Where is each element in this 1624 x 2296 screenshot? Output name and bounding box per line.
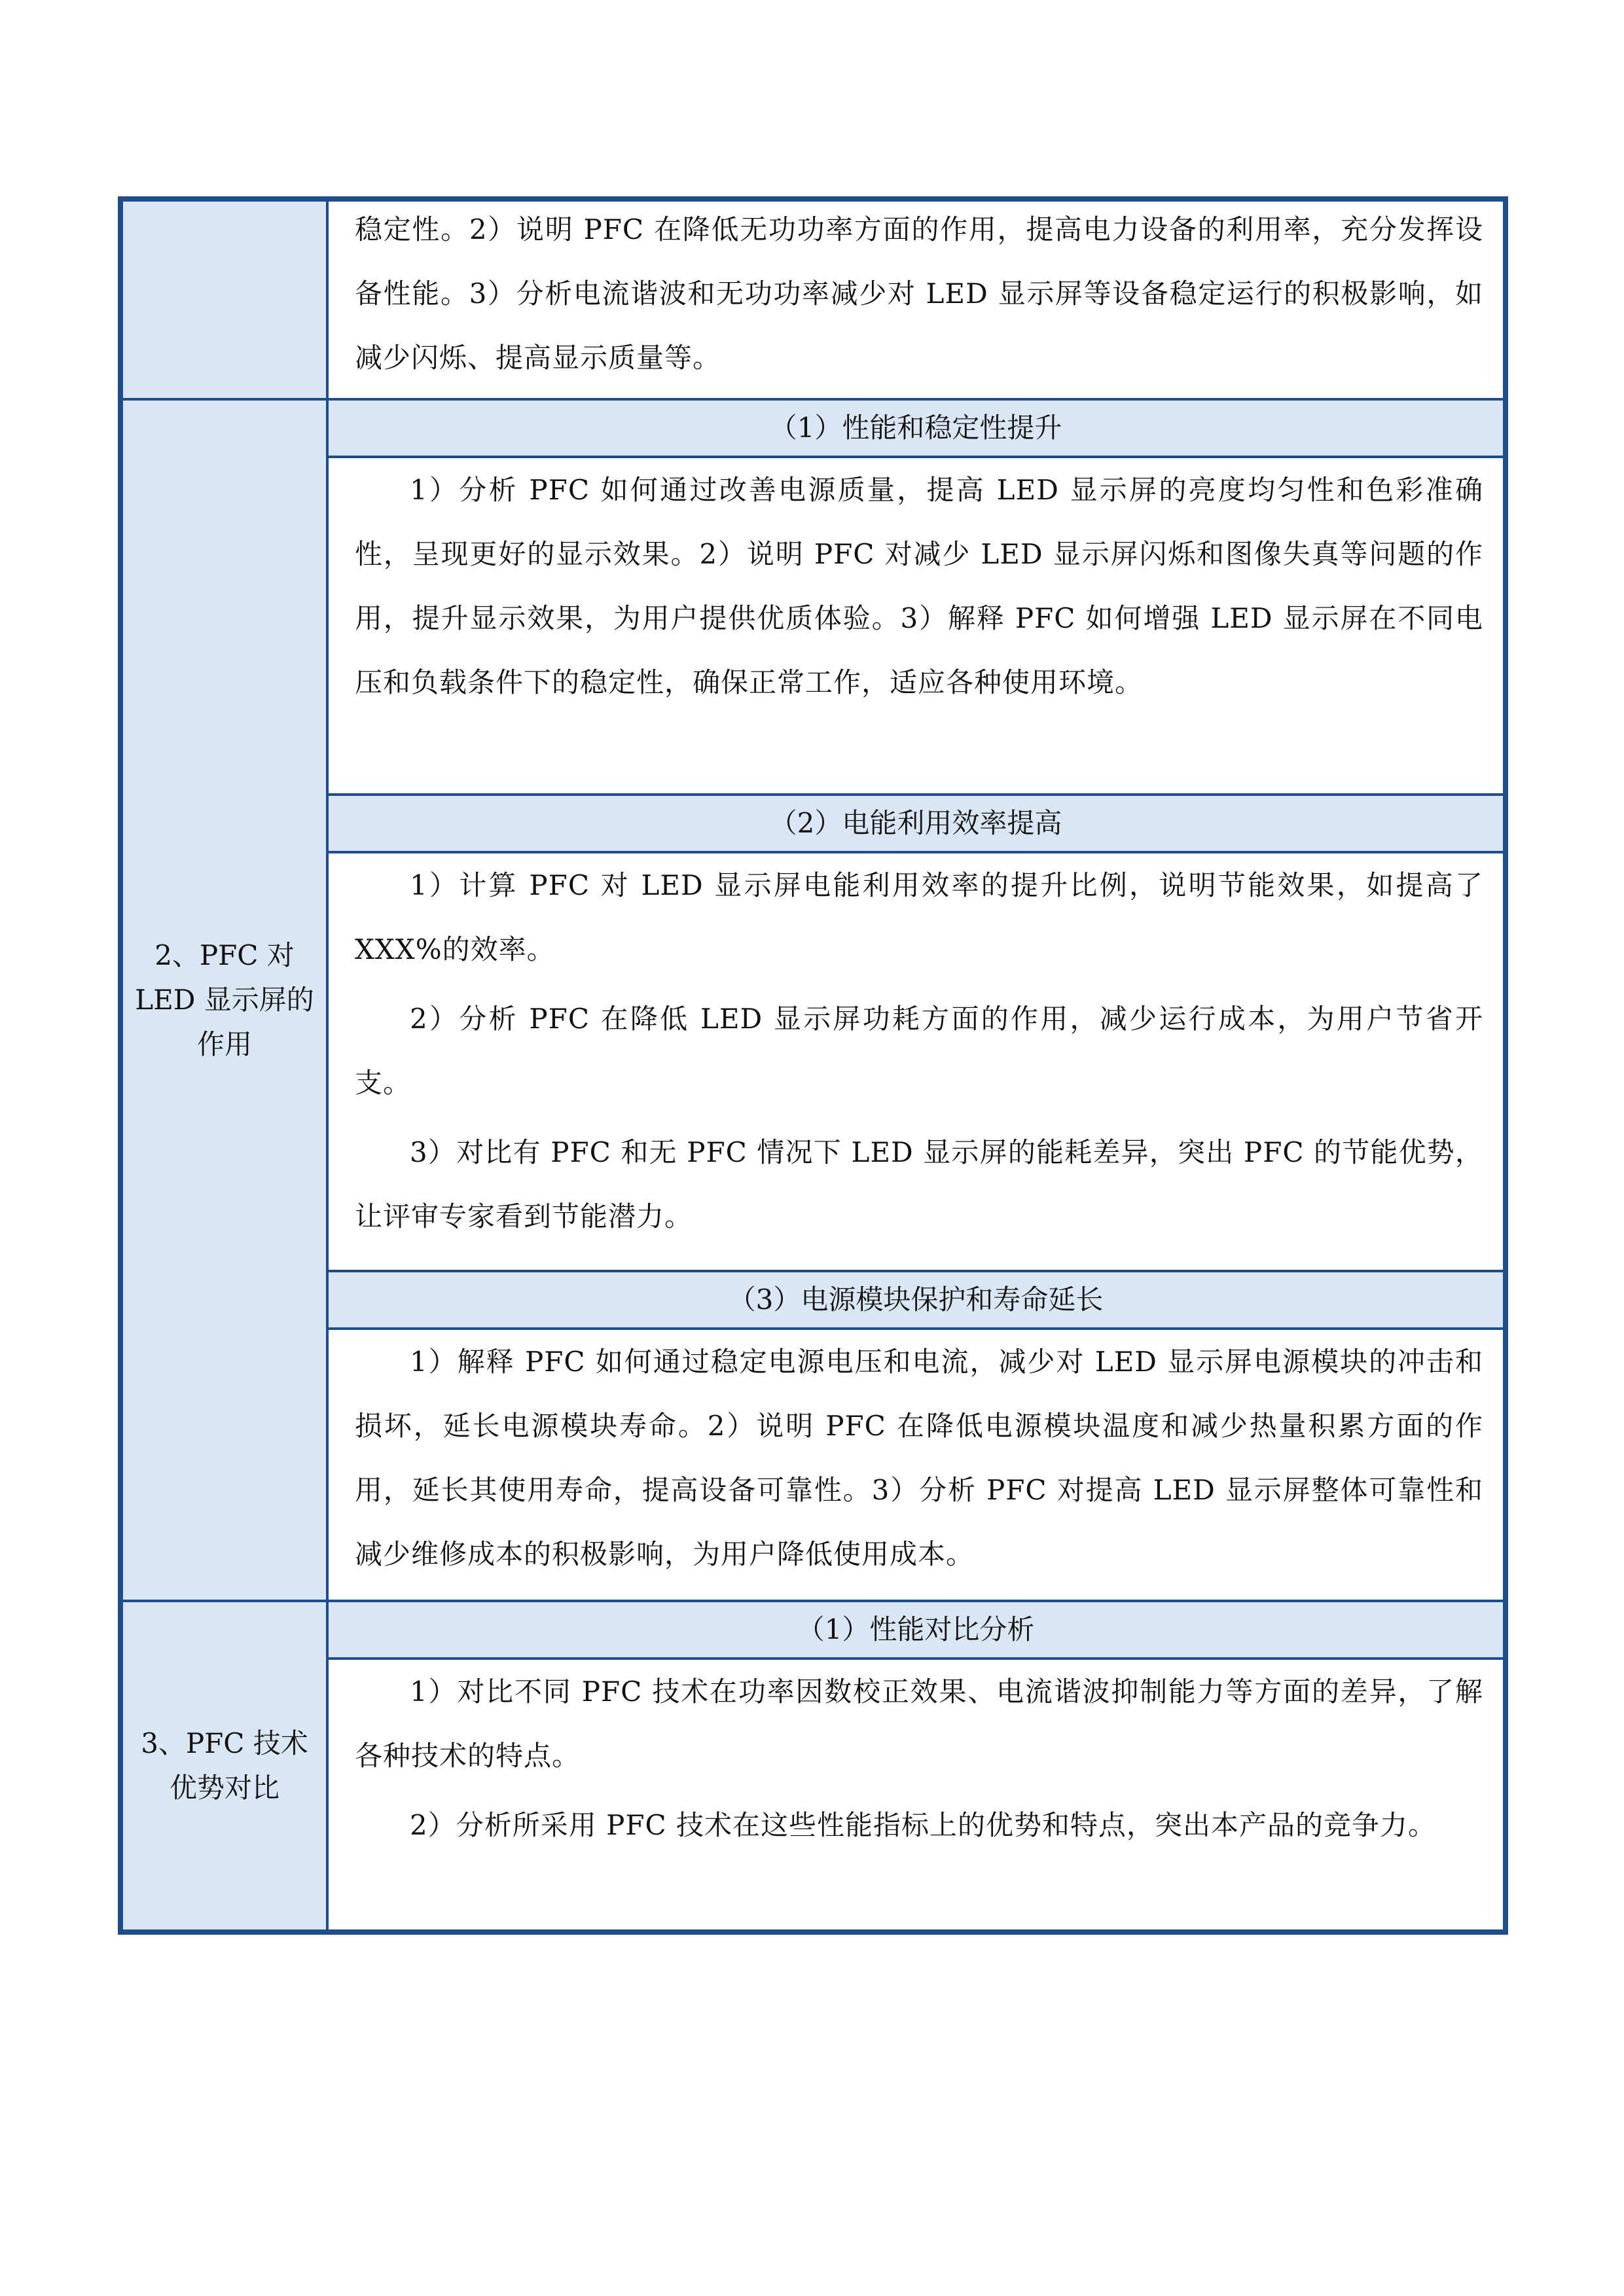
section2-sub2-content-cell: [327, 852, 1506, 1271]
section2-sub1-content-cell: [327, 457, 1506, 795]
continuation-row: [120, 199, 1506, 399]
section2-label-cell: [120, 399, 327, 1601]
continuation-text: 稳定性。2）说明 PFC 在降低无功功率方面的作用，提高电力设备的利用率，充分发挥设备性能。3）分析电流谐波和无功功率减少对 LED 显示屏等设备稳定运行的积极影响，如减少闪烁、提高显示质量等。: [355, 213, 1483, 374]
section3-sub1-content-row: [120, 1659, 1506, 1932]
section3-label: 3、PFC 技术优势对比: [141, 1727, 308, 1804]
section3-sub1-p2: 2）分析所采用 PFC 技术在这些性能指标上的优势和特点，突出本产品的竞争力。: [410, 1809, 1436, 1841]
section2-sub2-p2: 2）分析 PFC 在降低 LED 显示屏功耗方面的作用，减少运行成本，为用户节省开支。: [355, 1003, 1483, 1099]
section2-sub2-p1: 1）计算 PFC 对 LED 显示屏电能利用效率的提升比例，说明节能效果，如提高了 XXX%的效率。: [355, 869, 1483, 965]
section2-label: 2、PFC 对 LED 显示屏的作用: [135, 939, 314, 1060]
section2-sub2-header-row: [120, 795, 1506, 852]
section2-sub2-content-row: [120, 852, 1506, 1271]
continuation-label-cell: [120, 199, 327, 399]
section2-sub3-title: （3）电源模块保护和寿命延长: [327, 1271, 1506, 1329]
section2-sub2-p3: 3）对比有 PFC 和无 PFC 情况下 LED 显示屏的能耗差异，突出 PFC 的节能优势，让评审专家看到节能潜力。: [355, 1136, 1483, 1232]
section2-sub3-content-cell: [327, 1329, 1506, 1601]
section3-sub1-content-cell: [327, 1659, 1506, 1932]
section2-sub3-header-row: [120, 1271, 1506, 1329]
content-table: [118, 196, 1508, 1935]
section2-sub1-title: （1）性能和稳定性提升: [327, 399, 1506, 457]
section2-sub3-text: 1）解释 PFC 如何通过稳定电源电压和电流，减少对 LED 显示屏电源模块的冲击和损坏，延长电源模块寿命。2）说明 PFC 在降低电源模块温度和减少热量积累方面的作用，延长其使用寿命，提高设备可靠性。3）分析 PFC 对提高 LED 显示屏整体可靠性和减少维修成本的积极影响，为用户降低使用成本。: [355, 1346, 1483, 1570]
section2-sub2-title: （2）电能利用效率提高: [327, 795, 1506, 852]
section3-sub1-header-row: [120, 1601, 1506, 1659]
section2-sub3-content-row: [120, 1329, 1506, 1601]
section2-sub1-header-row: [120, 399, 1506, 457]
section2-sub1-content-row: [120, 457, 1506, 795]
continuation-content-cell: [327, 199, 1506, 399]
section2-sub1-text: 1）分析 PFC 如何通过改善电源质量，提高 LED 显示屏的亮度均匀性和色彩准确性，呈现更好的显示效果。2）说明 PFC 对减少 LED 显示屏闪烁和图像失真等问题的作用，提升显示效果，为用户提供优质体验。3）解释 PFC 如何增强 LED 显示屏在不同电压和负载条件下的稳定性，确保正常工作，适应各种使用环境。: [355, 474, 1483, 698]
section3-sub1-p1: 1）对比不同 PFC 技术在功率因数校正效果、电流谐波抑制能力等方面的差异，了解各种技术的特点。: [355, 1676, 1483, 1772]
section3-sub1-title: （1）性能对比分析: [327, 1601, 1506, 1659]
section3-label-cell: [120, 1601, 327, 1932]
